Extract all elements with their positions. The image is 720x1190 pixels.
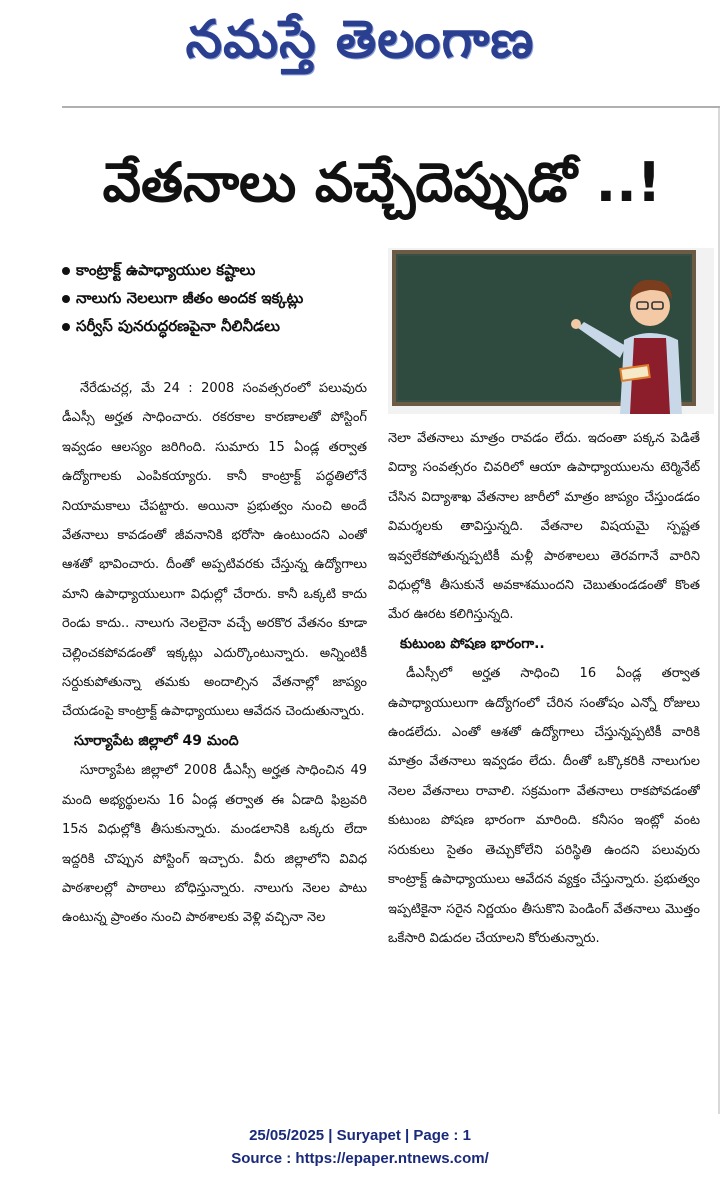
bullet-item xyxy=(62,284,372,312)
article-paragraph: నేరేడుచర్ల, మే 24 : 2008 సంవత్సరంలో పలువురు డీఎస్సీ అర్హత సాధించారు. రకరకాల కారణాలతో పోస్టింగ్ ఇవ్వడం ఆలస్యం జరిగింది. సుమారు 15 ఏండ్ల తర్వాత ఉద్యోగాలకు ఎంపికయ్యారు. కానీ కాంట్రాక్ట్ పద్ధతిలోనే నియామకాలు చేపట్టారు. అయినా ప్రభుత్వం నుంచి అందే వేతనాలు కావడంతో జీవనానికి భరోసా ఉంటుందని ఎంతో ఆశతో భావించారు. దీంతో అప్పటివరకు చేస్తున్న ఉద్యోగాలు మాని ఉపాధ్యాయులుగా విధుల్లో చేరారు. కానీ ఒక్కటి కాదు రెండు కాదు.. నాలుగు నెలలైనా వచ్చే అరకొర వేతనం కూడా చెల్లించకపోవడంతో ఇక్కట్లు ఎదుర్కొంటున్నారు. అన్నింటికీ సర్దుకుపోతున్నా తమకు అందాల్సిన వేతనాల్లో జాప్యం చేయడంపై కాంట్రాక్ట్ ఉపాధ్యాయులు ఆవేదన చెందుతున్నారు. xyxy=(62,381,367,720)
bullet-item xyxy=(62,256,372,284)
footer-edition-info: 25/05/2025 | Suryapet | Page : 1 xyxy=(249,1127,471,1144)
article-subheading: సూర్యాపేట జిల్లాలో 49 మంది xyxy=(74,732,239,749)
article-paragraph: సూర్యాపేట జిల్లాలో 2008 డీఎస్సీ అర్హత సాధించిన 49 మంది అభ్యర్థులను 16 ఏండ్ల తర్వాత ఈ ఏడాది ఫిబ్రవరి 15న విధుల్లోకి తీసుకున్నారు. మండలానికి ఒక్కరు లేదా ఇద్దరికి చొప్పున పోస్టింగ్ ఇచ్చారు. వీరు జిల్లాలోని వివిధ పాఠశాలల్లో పాఠాలు బోధిస్తున్నారు. నాలుగు నెలల పాటు ఉంటున్న ప్రాంతం నుంచి పాఠశాలకు వెళ్లి వచ్చినా నెల xyxy=(62,763,367,926)
article-paragraph: డీఎస్సీలో అర్హత సాధించి 16 ఏండ్ల తర్వాత ఉపాధ్యాయులుగా ఉద్యోగంలో చేరిన సంతోషం ఎన్నో రోజులు ఉండలేదు. ఎంతో ఆశతో ఉద్యోగాలు చేస్తున్నప్పటికీ వారికి మాత్రం వేతనాలు ఇవ్వడం లేదు. దీంతో ఒక్కొకరికి నాలుగుల నెలల వేతనాలు రావాలి. సక్రమంగా వేతనాలు రాకపోవడంతో కుటుంబ పోషణ భారంగా మారింది. కనీసం ఇంట్లో వంట సరుకులు సైతం తెచ్చుకోలేని పరిస్థితి ఉందని పలువురు కాంట్రాక్ట్ ఉపాధ్యాయులు ఆవేదన వ్యక్తం చేస్తున్నారు. ప్రభుత్వం ఇప్పటికైనా సరైన నిర్ణయం తీసుకొని పెండింగ్ వేతనాలు మొత్తం ఒకేసారి విడుదల చేయాలని కోరుతున్నారు. xyxy=(388,666,700,946)
teacher-illustration xyxy=(388,248,714,414)
article-paragraph: నెలా వేతనాలు మాత్రం రావడం లేదు. ఇదంతా పక్కన పెడితే విద్యా సంవత్సరం చివరిలో ఆయా ఉపాధ్యాయులను టెర్మినేట్ చేసిన విద్యాశాఖ వేతనాల జారీలో మాత్రం జాప్యం చేస్తుండడం విమర్శలకు తావిస్తున్నది. వేతనాల విషయమై స్పష్టత ఇవ్వలేకపోతున్నప్పటికీ మళ్లీ పాఠశాలలు తెరవగానే వారిని విధుల్లోకి తీసుకునే అవకాశముందని చెబుతుండడంతో కొంత మేర ఊరట కలిగిస్తున్నది. xyxy=(388,431,700,623)
footer-source: Source : https://epaper.ntnews.com/ xyxy=(231,1150,489,1167)
bullet-text: నాలుగు నెలలుగా జీతం అందక ఇక్కట్లు xyxy=(76,289,304,307)
bullet-icon xyxy=(62,267,70,275)
masthead-divider xyxy=(62,106,720,108)
article-headline: వేతనాలు వచ్చేదెప్పుడో ..! xyxy=(102,151,662,214)
masthead xyxy=(0,0,720,92)
newspaper-logo: నమస్తే తెలంగాణ xyxy=(185,9,535,70)
bullet-text: కాంట్రాక్ట్ ఉపాధ్యాయుల కష్టాలు xyxy=(76,261,256,279)
page-footer xyxy=(0,1124,720,1170)
article-left-column xyxy=(62,374,367,1094)
bullet-text: సర్వీస్ పునరుద్ధరణపైనా నీలినీడలు xyxy=(76,317,280,335)
teacher-chalkboard-image xyxy=(388,248,714,414)
article-subheading: కుటుంబ పోషణ భారంగా.. xyxy=(400,635,545,652)
bullet-icon xyxy=(62,295,70,303)
bullet-item xyxy=(62,312,372,340)
bullet-icon xyxy=(62,323,70,331)
article-right-column xyxy=(388,424,700,1094)
article-bullets xyxy=(62,256,372,340)
